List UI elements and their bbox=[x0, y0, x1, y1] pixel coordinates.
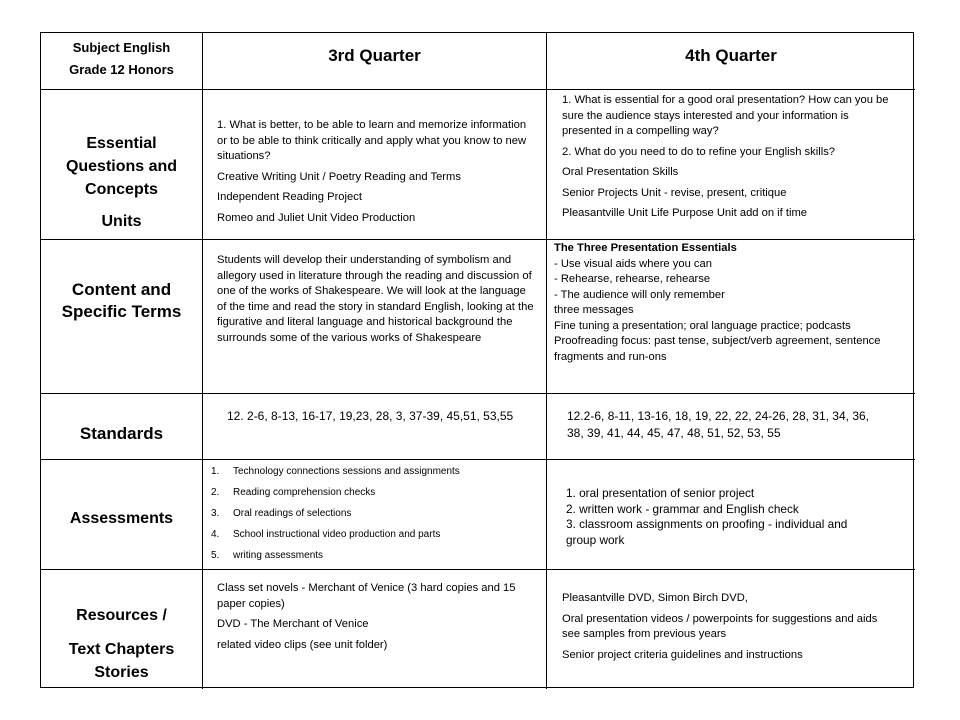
q3-assessment-list bbox=[211, 461, 538, 566]
curriculum-table bbox=[40, 32, 914, 688]
q3-standards-cell bbox=[203, 394, 547, 460]
q4-content-line: Fine tuning a presentation; oral language practice; podcasts bbox=[554, 319, 851, 332]
content-label-line1: Content and bbox=[71, 280, 172, 299]
q3-essential-cell bbox=[203, 90, 547, 240]
q4-content-line: three messages bbox=[554, 304, 634, 316]
q4-assessment-item: 1. oral presentation of senior project bbox=[566, 486, 755, 500]
resources-label-line1: Resources / bbox=[76, 607, 167, 624]
resources-label-line2: Text Chapters bbox=[68, 641, 175, 658]
q3-content-text: Students will develop their understanding of symbolism and allegory used in literature through the reading and discussion of one of the works of Shakespeare. We will look at the language of the time and read the story in standard English, looking at the figurative and literal language and historical background the surrounds some of the various works of Shakespeare bbox=[217, 254, 534, 344]
content-label-cell bbox=[41, 240, 203, 394]
resources-label-line3: Stories bbox=[94, 664, 149, 681]
q4-resource-item: Senior project criteria guidelines and instructions bbox=[562, 648, 803, 661]
q4-assessment-item: 2. written work - grammar and English check bbox=[566, 501, 799, 516]
subject-label: Subject English bbox=[72, 40, 171, 55]
essential-label-cell bbox=[41, 90, 203, 240]
q4-resource-item: Pleasantville DVD, Simon Birch DVD, bbox=[562, 592, 748, 604]
q3-resources-cell bbox=[203, 570, 547, 689]
standards-label-cell bbox=[41, 394, 203, 460]
q4-resources-cell bbox=[547, 570, 915, 689]
q4-unit-item: Pleasantville Unit Life Purpose Unit add on if time bbox=[562, 207, 808, 219]
resources-label-cell bbox=[41, 570, 203, 689]
q4-unit-item: Oral Presentation Skills bbox=[562, 166, 679, 178]
q4-content-line: - Rehearse, rehearse, rehearse bbox=[554, 273, 711, 285]
q4-header-cell bbox=[547, 33, 915, 90]
q4-essential-cell bbox=[547, 90, 915, 240]
q4-content-line: - The audience will only remember bbox=[554, 288, 725, 301]
q3-header-cell bbox=[203, 33, 547, 90]
q3-unit-item: Creative Writing Unit / Poetry Reading and Terms bbox=[217, 170, 461, 183]
q4-unit-item: Senior Projects Unit - revise, present, critique bbox=[562, 186, 787, 199]
essential-label-line1: Essential bbox=[86, 135, 157, 152]
q3-unit-item: Romeo and Juliet Unit Video Production bbox=[217, 211, 416, 224]
list-item: 5. writing assessments bbox=[211, 550, 324, 561]
grade-label: Grade 12 Honors bbox=[69, 62, 174, 77]
q3-assessments-cell bbox=[203, 460, 547, 570]
q3-resource-item: DVD - The Merchant of Venice bbox=[217, 618, 369, 630]
list-item: 1. Technology connections sessions and assignments bbox=[211, 466, 460, 477]
q4-content-line: - Use visual aids where you can bbox=[554, 257, 712, 270]
q3-essential-question: 1. What is better, to be able to learn and memorize information or to be able to think critically and apply what you know to new situations? bbox=[217, 119, 527, 162]
q4-standards-text: 12.2-6, 8-11, 13-16, 18, 19, 22, 22, 24-26, 28, 31, 34, 36, 38, 39, 41, 44, 45, 47, 48, 51, 52, 53, 55 bbox=[567, 409, 869, 440]
q4-content-cell bbox=[547, 240, 915, 394]
q4-standards-cell bbox=[547, 394, 915, 460]
q4-resource-item: Oral presentation videos / powerpoints for suggestions and aids see samples from previous years bbox=[562, 612, 878, 640]
subject-cell bbox=[41, 33, 203, 90]
q3-resource-item: related video clips (see unit folder) bbox=[217, 638, 388, 651]
q4-assessments-cell bbox=[547, 460, 915, 570]
assessments-label-cell bbox=[41, 460, 203, 570]
q4-essential-question-2: 2. What do you need to do to refine your English skills? bbox=[562, 145, 836, 158]
q4-essential-question-1: 1. What is essential for a good oral presentation? How can you be sure the audience stays interested and your information is presented in a compelling way? bbox=[562, 94, 889, 137]
assessments-label: Assessments bbox=[69, 510, 174, 527]
q4-content-title: The Three Presentation Essentials bbox=[554, 242, 737, 254]
list-item: 4. School instructional video production and parts bbox=[211, 529, 441, 540]
standards-label: Standards bbox=[79, 424, 164, 443]
q3-unit-item: Independent Reading Project bbox=[217, 191, 362, 203]
q3-standards-text: 12. 2-6, 8-13, 16-17, 19,23, 28, 3, 37-39, 45,51, 53,55 bbox=[227, 409, 514, 423]
q3-content-cell bbox=[203, 240, 547, 394]
list-item: 3. Oral readings of selections bbox=[211, 508, 352, 519]
essential-label-line2: Questions and bbox=[65, 158, 178, 175]
units-label: Units bbox=[101, 213, 142, 230]
content-label-line2: Specific Terms bbox=[61, 302, 182, 321]
q4-assessment-item: 3. classroom assignments on proofing - individual and group work bbox=[566, 517, 848, 547]
q4-content-line: Proofreading focus: past tense, subject/verb agreement, sentence fragments and run-ons bbox=[554, 335, 881, 363]
list-item: 2. Reading comprehension checks bbox=[211, 487, 376, 498]
q3-resource-item: Class set novels - Merchant of Venice (3 hard copies and 15 paper copies) bbox=[217, 582, 516, 610]
q4-heading: 4th Quarter bbox=[685, 46, 777, 65]
q3-heading: 3rd Quarter bbox=[328, 46, 421, 65]
essential-label-line3: Concepts bbox=[85, 181, 158, 198]
